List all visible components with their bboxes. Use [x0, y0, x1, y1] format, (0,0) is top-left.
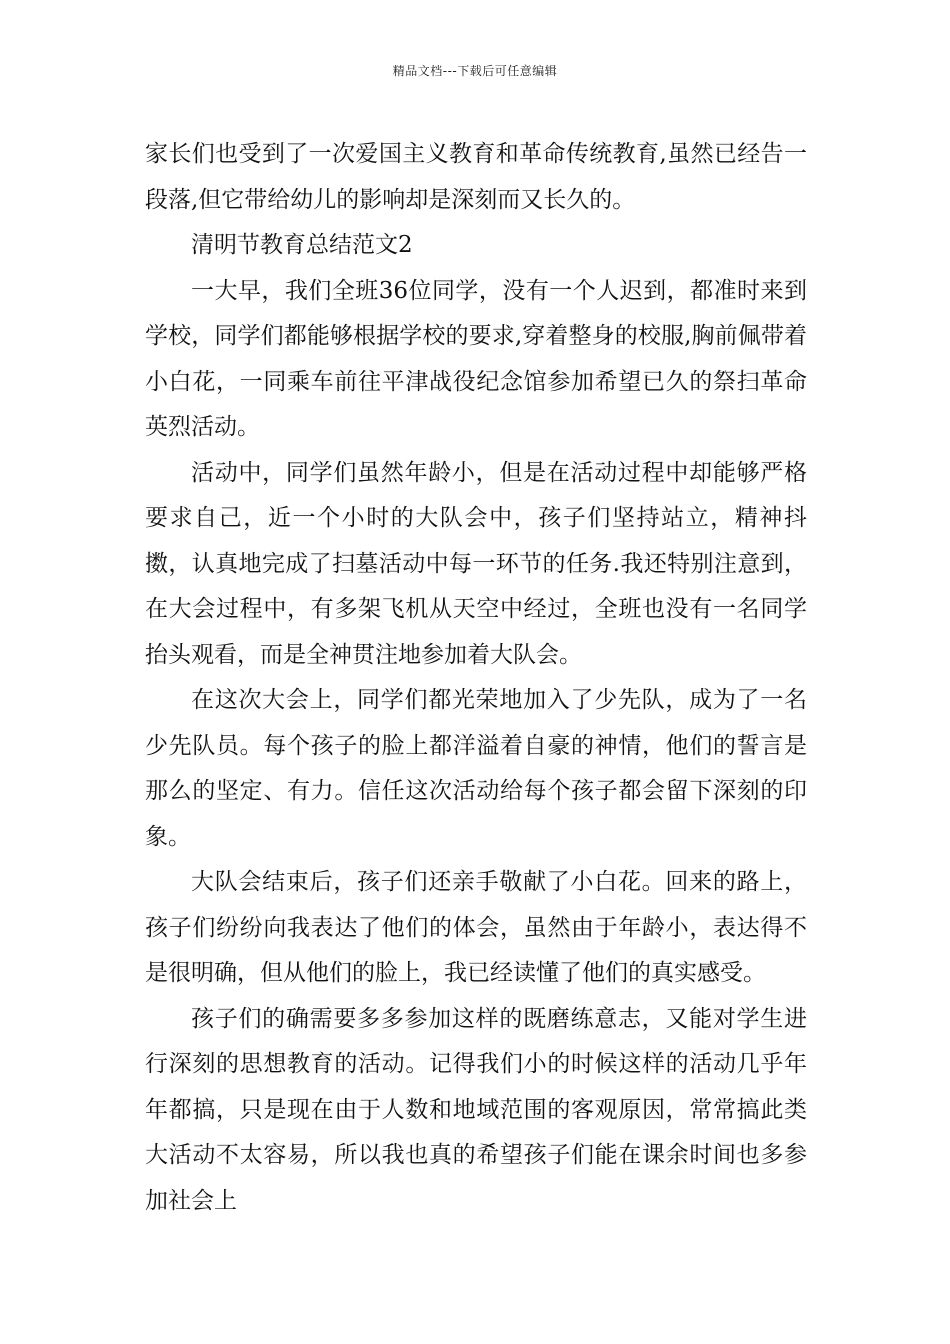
paragraph-continuation: 家长们也受到了一次爱国主义教育和革命传统教育,虽然已经告一段落,但它带给幼儿的影响却是深刻而又长久的。	[145, 141, 807, 213]
page-header: 精品文档---下载后可任意编辑	[392, 64, 558, 78]
paragraph: 在这次大会上，同学们都光荣地加入了少先队，成为了一名少先队员。每个孩子的脸上都洋溢着自豪的神情，他们的誓言是那么的坚定、有力。信任这次活动给每个孩子都会留下深刻的印象。	[145, 687, 807, 850]
paragraph: 一大早，我们全班36位同学，没有一个人迟到，都准时来到学校，同学们都能够根据学校的要求,穿着整身的校服,胸前佩带着小白花，一同乘车前往平津战役纪念馆参加希望已久的祭扫革命英烈活动。	[145, 277, 807, 440]
document-body	[145, 132, 807, 1224]
paragraph: 活动中，同学们虽然年龄小，但是在活动过程中却能够严格要求自己，近一个小时的大队会中，孩子们坚持站立，精神抖擞，认真地完成了扫墓活动中每一环节的任务.我还特别注意到，在大会过程中，有多架飞机从天空中经过，全班也没有一名同学抬头观看，而是全神贯注地参加着大队会。	[145, 459, 807, 668]
section-heading: 清明节教育总结范文2	[191, 232, 413, 258]
paragraph: 孩子们的确需要多多参加这样的既磨练意志，又能对学生进行深刻的思想教育的活动。记得我们小的时候这样的活动几乎年年都搞，只是现在由于人数和地域范围的客观原因，常常搞此类大活动不太容易，所以我也真的希望孩子们能在课余时间也多参加社会上	[145, 1005, 807, 1214]
paragraph: 大队会结束后，孩子们还亲手敬献了小白花。回来的路上，孩子们纷纷向我表达了他们的体会，虽然由于年龄小，表达得不是很明确，但从他们的脸上，我已经读懂了他们的真实感受。	[145, 869, 807, 986]
